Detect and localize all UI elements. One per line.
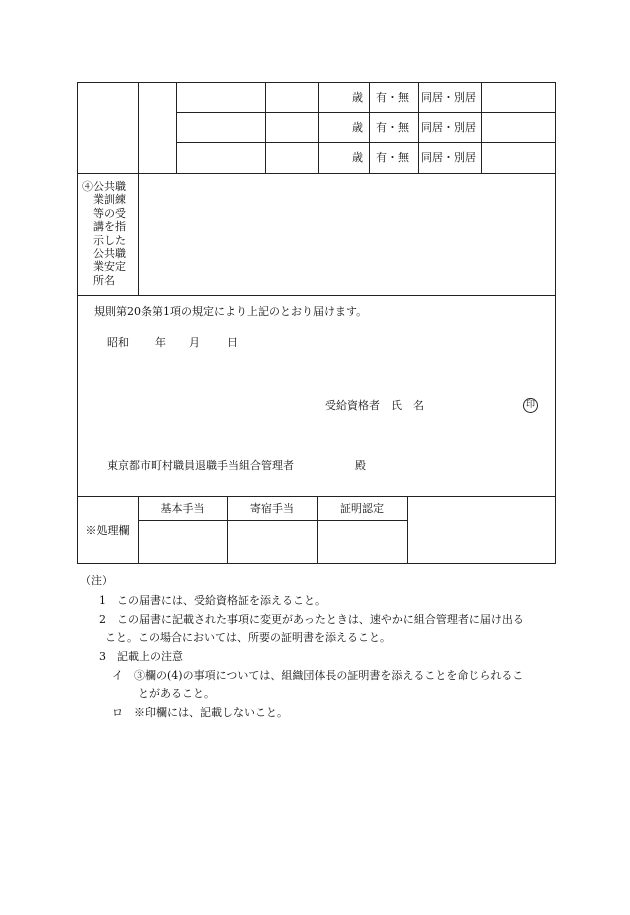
dependents-col-divider-1 bbox=[138, 82, 139, 173]
processing-col-certification: 証明認定 bbox=[340, 502, 384, 515]
dependent-residence-option[interactable]: 同居・別居 bbox=[421, 121, 476, 134]
note-item-3-i-line-2: とがあること。 bbox=[138, 687, 215, 700]
seal-mark: 印 bbox=[523, 398, 538, 413]
dependent-presence-option[interactable]: 有・無 bbox=[376, 121, 409, 134]
dependent-residence-option[interactable]: 同居・別居 bbox=[421, 151, 476, 164]
note-item-2-line-2: こと。この場合においては、所要の証明書を添えること。 bbox=[105, 631, 391, 644]
dependents-row-divider-2 bbox=[176, 142, 556, 143]
training-office-label: ④公共職 業訓練 等の受 講を指 示した 公共職 業安定 所名 bbox=[82, 180, 126, 287]
dependents-col-divider-5 bbox=[369, 82, 370, 173]
honorific: 殿 bbox=[355, 459, 366, 472]
dependents-col-divider-2 bbox=[176, 82, 177, 173]
dependent-age-unit: 歳 bbox=[352, 151, 363, 164]
note-item-2-line-1: 2 この届書に記載された事項に変更があったときは、速やかに組合管理者に届け出る bbox=[99, 613, 524, 626]
dependents-col-divider-4 bbox=[318, 82, 319, 173]
note-item-1: 1 この届書には、受給資格証を添えること。 bbox=[99, 594, 326, 607]
era-label: 昭和 bbox=[107, 336, 129, 349]
processing-label: ※処理欄 bbox=[85, 524, 130, 537]
year-unit: 年 bbox=[155, 336, 166, 349]
note-item-3-i-line-1: イ ③欄の(4)の事項については、組織団体長の証明書を添えることを命じられるこ bbox=[112, 669, 524, 682]
processing-header-divider bbox=[138, 520, 407, 521]
notes-title: （注） bbox=[80, 574, 113, 587]
section-divider-declaration-top bbox=[77, 295, 556, 296]
dependent-presence-option[interactable]: 有・無 bbox=[376, 151, 409, 164]
month-unit: 月 bbox=[189, 336, 200, 349]
dependents-col-divider-3 bbox=[265, 82, 266, 173]
dependents-col-divider-7 bbox=[481, 82, 482, 173]
dependents-col-divider-6 bbox=[418, 82, 419, 173]
processing-col-boarding-allowance: 寄宿手当 bbox=[250, 502, 294, 515]
applicant-name-label: 受給資格者 氏 名 bbox=[325, 399, 424, 412]
dependent-age-unit: 歳 bbox=[352, 121, 363, 134]
dependent-presence-option[interactable]: 有・無 bbox=[376, 91, 409, 104]
note-item-3-ro: ロ ※印欄には、記載しないこと。 bbox=[112, 706, 288, 719]
processing-col-basic-allowance: 基本手当 bbox=[160, 502, 205, 515]
dependent-age-unit: 歳 bbox=[352, 91, 363, 104]
dependent-residence-option[interactable]: 同居・別居 bbox=[421, 91, 476, 104]
form-frame bbox=[77, 82, 556, 564]
addressee: 東京都市町村職員退職手当組合管理者 bbox=[107, 459, 294, 472]
day-unit: 日 bbox=[227, 336, 238, 349]
note-item-3: 3 記載上の注意 bbox=[99, 650, 183, 663]
processing-col-divider-3 bbox=[407, 496, 408, 564]
dependents-row-divider-1 bbox=[176, 112, 556, 113]
declaration-statement: 規則第20条第1項の規定により上記のとおり届けます。 bbox=[94, 305, 368, 318]
training-office-field[interactable] bbox=[139, 174, 555, 294]
